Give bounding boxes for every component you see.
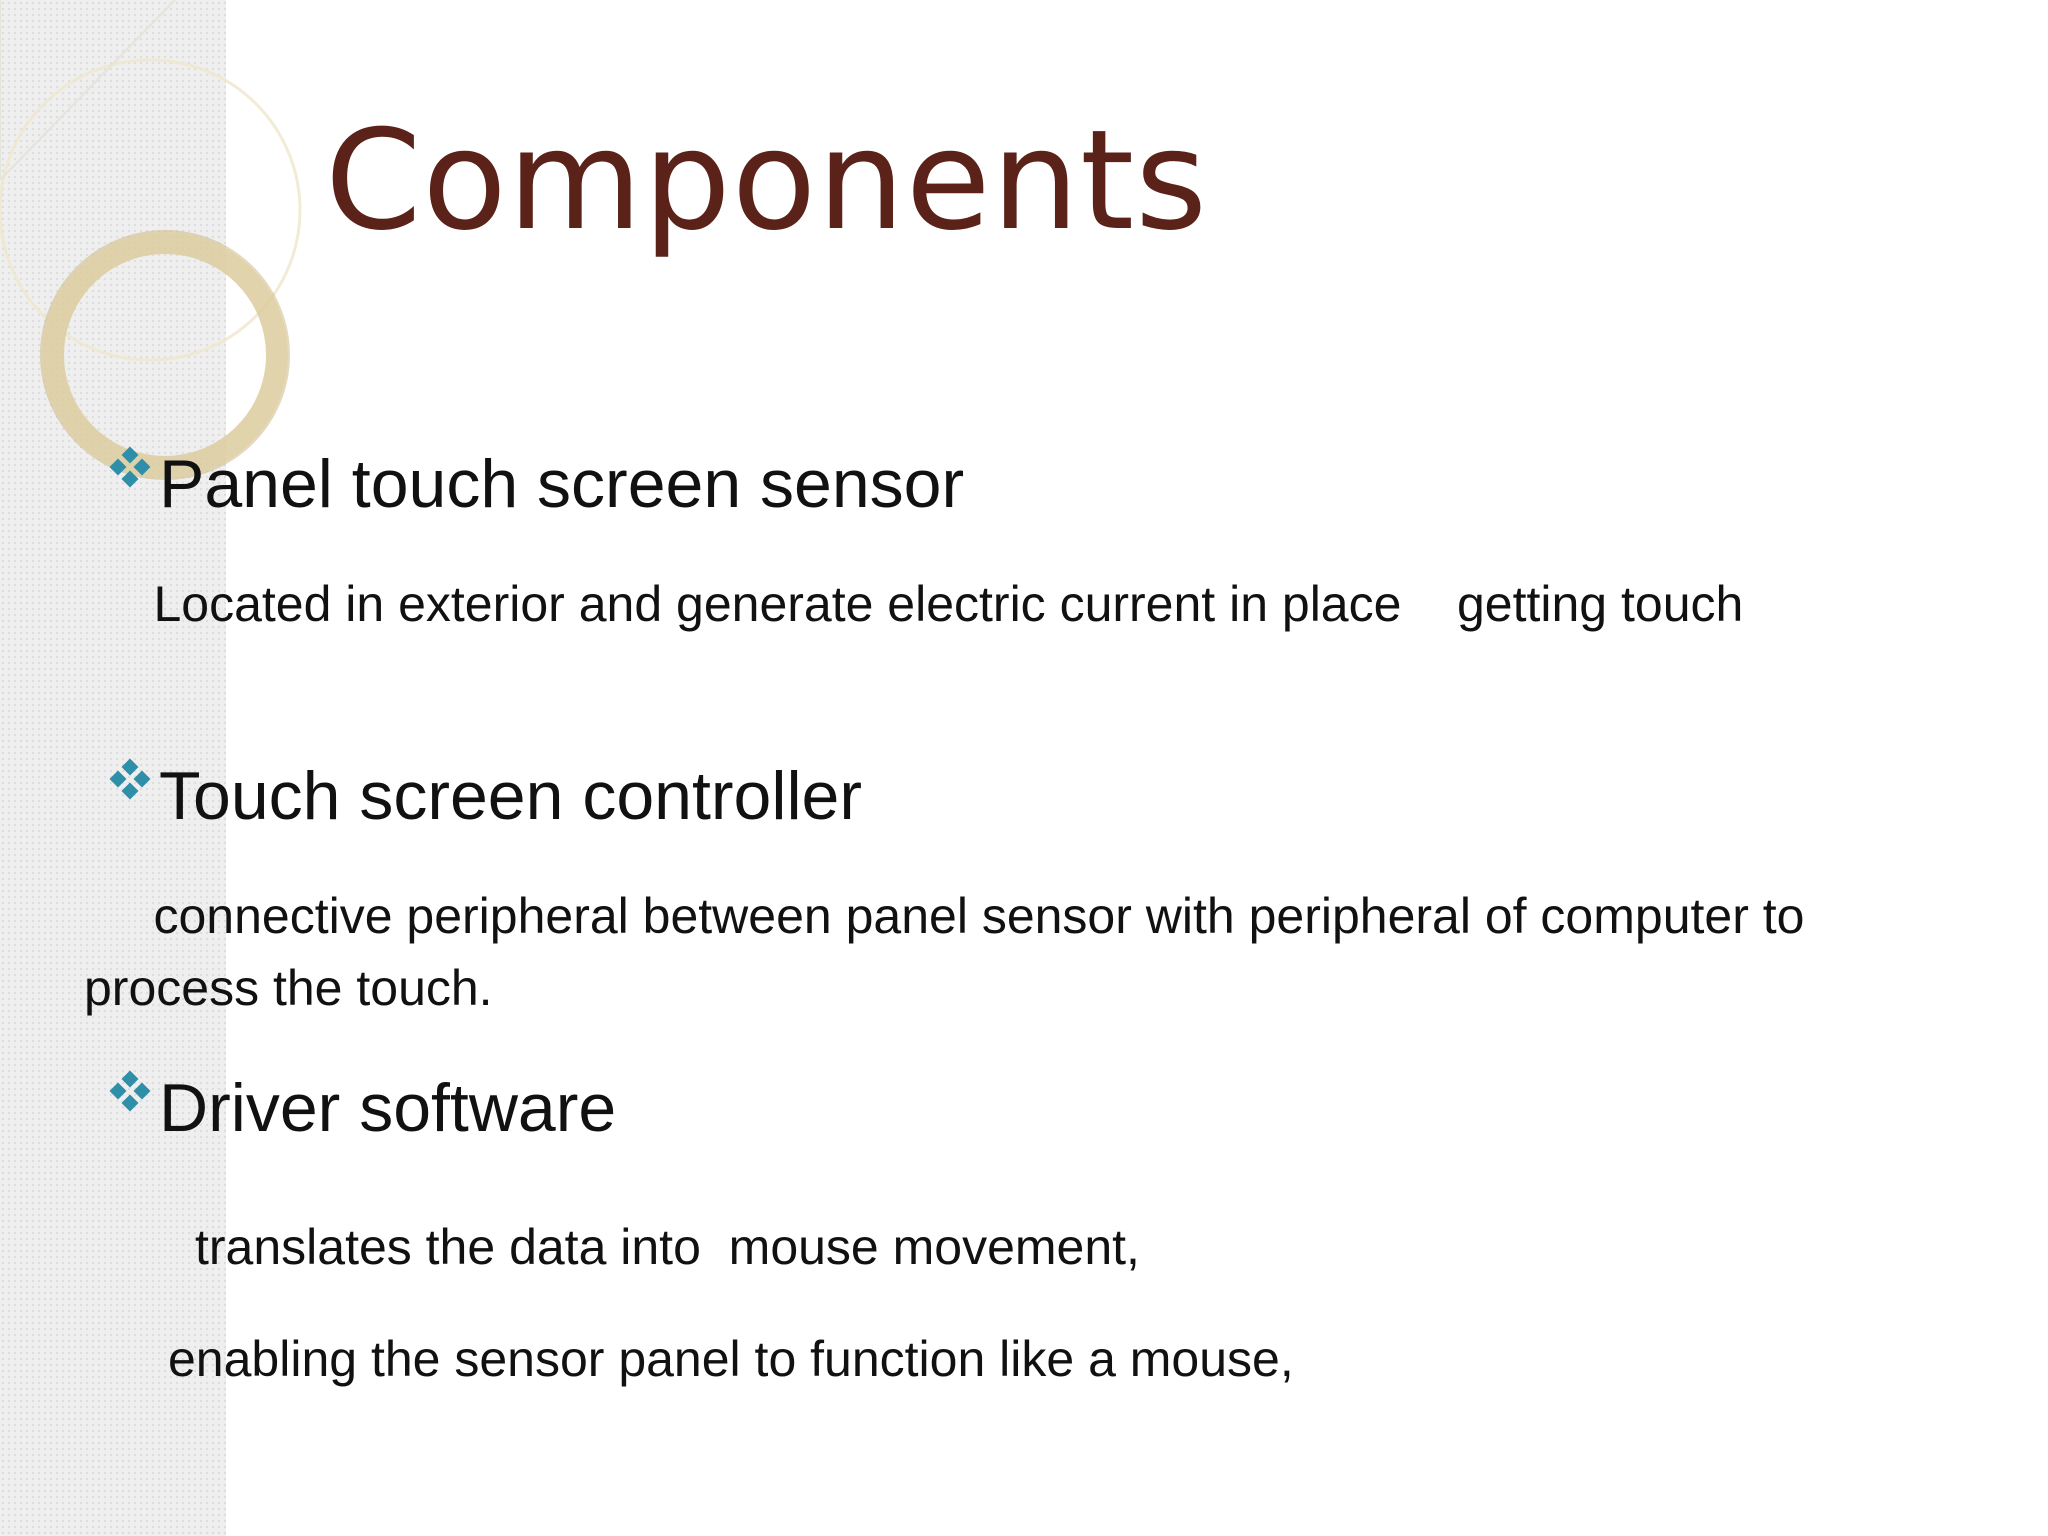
heading-text: Driver software [159, 1070, 617, 1146]
description-driver-line-2: enabling the sensor panel to function like a mouse, [168, 1331, 1294, 1387]
slide-title: Components [325, 100, 1209, 261]
heading-text: Touch screen controller [159, 758, 863, 834]
four-diamond-bullet-icon [105, 444, 157, 496]
bullet-heading-controller [105, 758, 863, 834]
description-driver-line-1: translates the data into mouse movement, [195, 1219, 1140, 1275]
description-controller: connective peripheral between panel sensor with peripheral of computer to process the touch. [84, 888, 1819, 1016]
bullet-heading-panel-sensor [105, 446, 965, 522]
description-panel-sensor: Located in exterior and generate electric current in place getting touch [84, 576, 1744, 632]
bullet-heading-driver [105, 1070, 617, 1146]
four-diamond-bullet-icon [105, 756, 157, 808]
four-diamond-bullet-icon [105, 1068, 157, 1120]
heading-text: Panel touch screen sensor [159, 446, 965, 522]
